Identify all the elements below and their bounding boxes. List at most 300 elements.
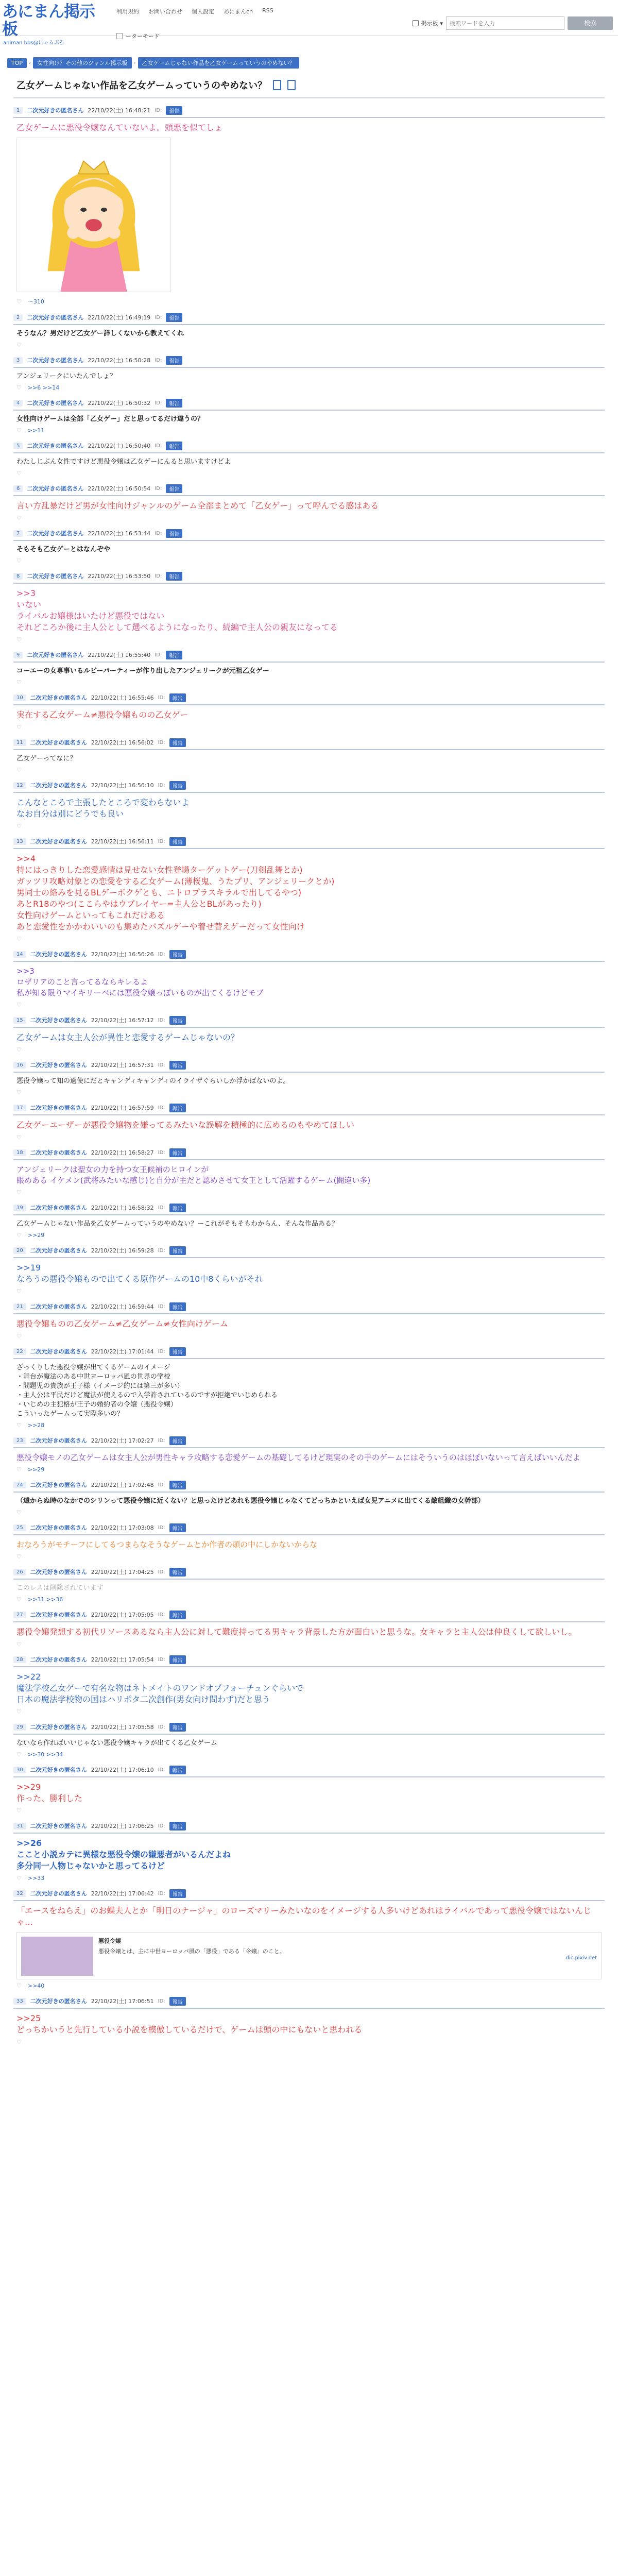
site-logo[interactable]: [2, 3, 105, 46]
mode-label: ーターモード: [126, 33, 160, 40]
post-id-link[interactable]: ID:: [158, 1437, 165, 1444]
like-icon[interactable]: ♡: [16, 1422, 22, 1429]
breadcrumb-separator: ›: [133, 60, 136, 66]
post-author: 二次元好きの匿名さん: [30, 782, 87, 789]
post-item: [13, 1648, 605, 1715]
post-id-link[interactable]: ID:: [154, 530, 162, 536]
post-body: >>3 ロザリアのこと言ってるならキレるよ 私が知る限りマイキリーベには悪役令嬢っぽいものが出てくるけどモブ: [16, 967, 264, 997]
post-body: >>22 魔法学校乙女ゲーで有名な物はネトメイトのワンドオブフォーチュンぐらいで 日本の魔法学校物の国はハリポタ二次創作(男女向け問わず)だと思う: [16, 1672, 304, 1704]
report-button[interactable]: 報告: [169, 1822, 186, 1831]
post-timestamp: 22/10/22(土) 17:02:48: [91, 1482, 154, 1488]
post-id-link[interactable]: ID:: [158, 782, 165, 788]
post-number[interactable]: 23: [13, 1437, 26, 1444]
post-author: 二次元好きの匿名さん: [30, 1149, 87, 1156]
report-button[interactable]: 報告: [166, 484, 182, 493]
logo-title: あにまん掲示板: [2, 3, 95, 39]
post-author: 二次元好きの匿名さん: [30, 1482, 87, 1488]
bookmark-icon[interactable]: [273, 80, 281, 90]
post-footer: [13, 1043, 605, 1053]
post-timestamp: 22/10/22(土) 16:57:59: [91, 1105, 154, 1111]
post-number[interactable]: 20: [13, 1247, 26, 1254]
post-author: 二次元好きの匿名さん: [30, 838, 87, 845]
post-timestamp: 22/10/22(土) 16:57:12: [91, 1017, 154, 1024]
post-footer: [13, 1229, 605, 1239]
post-header: [13, 312, 605, 323]
post-item: [13, 306, 605, 348]
post-body: 乙女ゲームに悪役令嬢なんていないよ。頭悪を似てしょ: [16, 123, 223, 132]
like-icon[interactable]: ♡: [16, 1509, 22, 1516]
post-author: 二次元好きの匿名さん: [27, 314, 84, 321]
post-body: 悪役令嬢発想する初代リソースあるなら主人公に対して難度持ってる男キャラ背景した方が面白いと思うな。女キャラと主人公は仲良くして欲しいし。: [16, 1627, 577, 1637]
reply-links[interactable]: >>30 >>34: [27, 1751, 63, 1758]
report-button[interactable]: 報告: [169, 1246, 186, 1255]
report-button[interactable]: 報告: [166, 572, 182, 581]
post-id-link[interactable]: ID:: [154, 314, 162, 320]
post-number[interactable]: 12: [13, 782, 26, 789]
post-body: こんなところで主張したところで変わらないよ なお自分は別にどうでも良い: [16, 798, 190, 819]
post-number[interactable]: 13: [13, 838, 26, 845]
like-icon[interactable]: ♡: [16, 342, 22, 348]
chevron-down-icon: ▾: [440, 20, 443, 27]
post-author: 二次元好きの匿名さん: [27, 443, 84, 449]
report-button[interactable]: 報告: [169, 693, 186, 702]
post-item: [13, 1603, 605, 1648]
search-scope-select[interactable]: [413, 19, 443, 27]
post-item: [13, 1715, 605, 1758]
like-icon[interactable]: ♡: [16, 1333, 22, 1340]
like-icon[interactable]: ♡: [16, 1134, 22, 1141]
post-author: 二次元好きの匿名さん: [27, 573, 84, 580]
like-icon[interactable]: ♡: [16, 384, 22, 391]
post-number[interactable]: 21: [13, 1303, 26, 1310]
post-author: 二次元好きの匿名さん: [30, 694, 87, 701]
report-button[interactable]: 報告: [169, 1889, 186, 1898]
post-number[interactable]: 17: [13, 1105, 26, 1111]
report-button[interactable]: 報告: [169, 1997, 186, 2006]
report-button[interactable]: 報告: [169, 1347, 186, 1356]
gear-icon: [413, 20, 419, 26]
post-number[interactable]: 15: [13, 1017, 26, 1024]
post-id-link[interactable]: ID:: [158, 1823, 165, 1829]
post-body: 乙女ゲームじゃない作品を乙女ゲームっていうのやめない？ーこれがそもそもわからん、そんな作品ある？: [16, 1220, 338, 1228]
post-footer: [13, 338, 605, 348]
like-icon[interactable]: ♡: [16, 1708, 22, 1715]
post-id-link[interactable]: ID:: [154, 485, 162, 492]
post-body: 悪役令嬢って知の適使にだとキャンディキャンディのイライザぐらいしか浮かばないのよ。: [16, 1077, 290, 1085]
post-footer: [13, 1979, 605, 1989]
post-id-link[interactable]: ID:: [158, 1247, 165, 1253]
post-timestamp: 22/10/22(土) 17:02:27: [91, 1437, 154, 1444]
breadcrumb-category[interactable]: 女性向け？その他のジャンル掲示板: [33, 57, 132, 69]
post-id-link[interactable]: ID:: [158, 1612, 165, 1618]
post-id-link[interactable]: ID:: [158, 1205, 165, 1211]
post-footer: [13, 676, 605, 686]
like-icon[interactable]: ♡: [16, 427, 22, 434]
post-timestamp: 22/10/22(土) 17:06:10: [91, 1767, 154, 1773]
post-body: >>26 ここと小説カテに異様な悪役令嬢の嫌悪者がいるんだよね 多分同一人物じゃないかと思ってるけど: [16, 1838, 231, 1871]
post-id-link[interactable]: ID:: [158, 1105, 165, 1111]
post-body: このレスは削除されています: [16, 1584, 104, 1592]
link-preview-text: [98, 1937, 597, 1975]
post-timestamp: 22/10/22(土) 16:56:02: [91, 739, 154, 746]
post-timestamp: 22/10/22(土) 17:05:54: [91, 1656, 154, 1663]
post-item: [13, 1473, 605, 1516]
post-body: そうなん？男だけど乙女ゲー詳しくないから教えてくれ: [16, 330, 184, 337]
like-icon[interactable]: ♡: [16, 1466, 22, 1473]
post-item: [13, 1516, 605, 1560]
post-header: [13, 483, 605, 494]
report-button[interactable]: 報告: [169, 1204, 186, 1212]
page-title: 乙女ゲームじゃない作品を乙女ゲームっていうのやめない？: [16, 80, 267, 91]
post-author: 二次元好きの匿名さん: [30, 1303, 87, 1310]
post-id-link[interactable]: ID:: [154, 107, 162, 113]
post-id-link[interactable]: ID:: [154, 573, 162, 579]
post-number[interactable]: 22: [13, 1348, 26, 1355]
like-icon[interactable]: ♡: [16, 1807, 22, 1814]
report-button[interactable]: 報告: [169, 738, 186, 747]
post-id-link[interactable]: ID:: [154, 357, 162, 363]
post-timestamp: 22/10/22(土) 16:58:27: [91, 1149, 154, 1156]
post-number[interactable]: 28: [13, 1656, 26, 1663]
post-footer: [13, 1506, 605, 1516]
post-body: 乙女ゲームは女主人公が異性と恋愛するゲームじゃないの？: [16, 1032, 239, 1042]
post-header: [13, 1764, 605, 1775]
post-item: [13, 643, 605, 686]
post-header: [13, 737, 605, 748]
post-id-link[interactable]: ID:: [158, 1062, 165, 1068]
post-header: [13, 1014, 605, 1026]
reply-links[interactable]: >>40: [27, 1982, 45, 1989]
post-header: [13, 1059, 605, 1071]
post-item: [13, 1758, 605, 1814]
reply-links[interactable]: >>31 >>36: [27, 1596, 63, 1603]
post-number[interactable]: 1: [13, 107, 23, 114]
post-timestamp: 22/10/22(土) 16:50:54: [88, 485, 151, 492]
post-number[interactable]: 18: [13, 1149, 26, 1156]
post-number[interactable]: 14: [13, 951, 26, 958]
post-item: [13, 1239, 605, 1295]
like-icon[interactable]: ♡: [16, 724, 22, 731]
post-body: >>3 いない ライバルお嬢様はいたけど悪役ではない それどころか後に主人公として選べるようになったり、続編で主人公の親友になってる: [16, 588, 338, 632]
post-author: 二次元好きの匿名さん: [30, 1724, 87, 1731]
post-footer: [13, 1638, 605, 1648]
post-id-link[interactable]: ID:: [158, 694, 165, 701]
post-number[interactable]: 10: [13, 694, 26, 701]
post-header: [13, 354, 605, 366]
report-button[interactable]: 報告: [166, 442, 182, 450]
like-icon[interactable]: ♡: [16, 2039, 22, 2045]
reply-links[interactable]: 〜310: [27, 298, 44, 305]
post-header: [13, 1102, 605, 1113]
post-body: >>29 作った、勝利した: [16, 1782, 83, 1803]
post-list: [13, 98, 605, 2045]
post-footer: [13, 1086, 605, 1096]
post-number[interactable]: 4: [13, 400, 23, 406]
like-icon[interactable]: ♡: [16, 1232, 22, 1239]
post-number[interactable]: 11: [13, 739, 26, 746]
post-number[interactable]: 7: [13, 530, 23, 537]
like-icon[interactable]: ♡: [16, 515, 22, 521]
post-item: [13, 773, 605, 829]
post-number[interactable]: 19: [13, 1205, 26, 1211]
post-id-link[interactable]: ID:: [158, 1303, 165, 1310]
post-body: 実在する乙女ゲーム≠悪役令嬢ものの乙女ゲー: [16, 710, 188, 720]
post-header: [13, 1522, 605, 1533]
post-item: [13, 731, 605, 773]
post-item: [13, 1096, 605, 1141]
like-icon[interactable]: ♡: [16, 557, 22, 564]
like-icon[interactable]: ♡: [16, 1002, 22, 1008]
post-header: [13, 528, 605, 539]
report-button[interactable]: 報告: [166, 313, 182, 322]
like-icon[interactable]: ♡: [16, 1641, 22, 1648]
post-number[interactable]: 32: [13, 1890, 26, 1897]
post-body: そもそも乙女ゲーとはなんぞや: [16, 546, 111, 553]
report-button[interactable]: 報告: [169, 1061, 186, 1070]
like-icon[interactable]: ♡: [16, 679, 22, 686]
like-icon[interactable]: ♡: [16, 767, 22, 773]
post-footer: [13, 721, 605, 731]
post-header: [13, 1820, 605, 1832]
post-number[interactable]: 31: [13, 1823, 26, 1829]
post-author: 二次元好きの匿名さん: [27, 652, 84, 658]
post-number[interactable]: 33: [13, 1998, 26, 2005]
report-button[interactable]: 報告: [169, 1568, 186, 1577]
post-header: [13, 1479, 605, 1490]
post-number[interactable]: 29: [13, 1724, 26, 1731]
post-id-link[interactable]: ID:: [158, 1656, 165, 1663]
post-id-link[interactable]: ID:: [158, 1149, 165, 1156]
post-header: [13, 1995, 605, 2007]
report-button[interactable]: 報告: [169, 1016, 186, 1025]
post-body: >>4 特にはっきりした恋愛感情は見せない女性登場ターゲットゲー(刀剣乱舞とか) ガッツリ攻略対象との恋愛をする乙女ゲーム(薄桜鬼、うたプリ、アンジェリークとか) 男同士の絡みを見るBLゲーボクゲとも、ニトロプラスキラルで出してるやつ) あとR18のやつ(ここらやはウブレイヤー=主人公とBLがあったり) 女性向けゲームといってもこれだけある あと恋愛性をかかわいいのも集めたパズルゲーや着せ替えゲーだって女性向け: [16, 854, 335, 931]
mode-checkbox[interactable]: [116, 33, 123, 39]
report-button[interactable]: 報告: [166, 106, 182, 115]
post-number[interactable]: 27: [13, 1612, 26, 1618]
post-body: 乙女ゲーってなに？: [16, 755, 77, 762]
post-timestamp: 22/10/22(土) 16:59:44: [91, 1303, 154, 1310]
post-footer: [13, 1419, 605, 1429]
link-preview-description: 悪役令嬢とは、主に中世ヨーロッパ風の「悪役」である「令嬢」のこと。: [98, 1948, 285, 1955]
nav-settings[interactable]: 個人設定: [192, 8, 214, 15]
post-item: [13, 1882, 605, 1989]
post-author: 二次元好きの匿名さん: [30, 1105, 87, 1111]
post-body: 乙女ゲーユーザーが悪役令嬢物を嫌ってるみたいな誤解を積極的に広めるのもやめてほしい: [16, 1120, 355, 1130]
post-number[interactable]: 5: [13, 443, 23, 449]
nav-animanch[interactable]: あにまんch: [224, 8, 253, 15]
like-icon[interactable]: ♡: [16, 1046, 22, 1053]
nav-rss[interactable]: RSS: [262, 7, 273, 14]
post-header: [13, 397, 605, 409]
post-author: 二次元好きの匿名さん: [30, 1569, 87, 1575]
like-icon[interactable]: ♡: [16, 636, 22, 643]
post-id-link[interactable]: ID:: [158, 951, 165, 957]
post-timestamp: 22/10/22(土) 16:58:32: [91, 1205, 154, 1211]
post-timestamp: 22/10/22(土) 17:05:58: [91, 1724, 154, 1731]
reply-links[interactable]: >>11: [27, 427, 45, 434]
post-author: 二次元好きの匿名さん: [30, 1767, 87, 1773]
report-button[interactable]: 報告: [169, 1436, 186, 1445]
post-id-link[interactable]: ID:: [158, 739, 165, 745]
post-number[interactable]: 25: [13, 1524, 26, 1531]
post-item: [13, 1196, 605, 1239]
report-button[interactable]: 報告: [166, 651, 182, 659]
post-header: [13, 649, 605, 660]
like-icon[interactable]: ♡: [16, 936, 22, 942]
post-body: 悪役令嬢ものの乙女ゲーム≠乙女ゲーム≠女性向けゲーム: [16, 1319, 228, 1329]
report-button[interactable]: 報告: [169, 1481, 186, 1489]
like-icon[interactable]: ♡: [16, 298, 22, 305]
post-footer: [13, 1131, 605, 1141]
post-body: わたしじぶん女性ですけど悪役令嬢は乙女ゲーにんると思いますけどよ: [16, 458, 231, 466]
like-icon[interactable]: ♡: [16, 1751, 22, 1758]
search-area: [413, 16, 613, 30]
report-button[interactable]: 報告: [169, 1104, 186, 1112]
post-author: 二次元好きの匿名さん: [30, 1890, 87, 1897]
post-id-link[interactable]: ID:: [158, 1890, 165, 1896]
post-author: 二次元好きの匿名さん: [30, 1348, 87, 1355]
report-button[interactable]: 報告: [169, 950, 186, 959]
post-timestamp: 22/10/22(土) 17:06:25: [91, 1823, 154, 1829]
post-number[interactable]: 2: [13, 314, 23, 321]
report-button[interactable]: 報告: [169, 1611, 186, 1619]
post-id-link[interactable]: ID:: [154, 652, 162, 658]
report-button[interactable]: 報告: [166, 356, 182, 365]
post-number[interactable]: 9: [13, 652, 23, 658]
post-item: [13, 1429, 605, 1473]
search-input[interactable]: [446, 16, 564, 30]
post-id-link[interactable]: ID:: [154, 400, 162, 406]
report-button[interactable]: 報告: [169, 1655, 186, 1664]
breadcrumb-top[interactable]: TOP: [7, 58, 27, 68]
post-author: 二次元好きの匿名さん: [27, 107, 84, 114]
post-item: [13, 348, 605, 391]
breadcrumb-thread[interactable]: 乙女ゲームじゃない作品を乙女ゲームっていうのやめない？: [138, 57, 299, 69]
post-body: アンジェリークにいたんでしょ？: [16, 372, 116, 380]
post-id-link[interactable]: ID:: [158, 1767, 165, 1773]
post-timestamp: 22/10/22(土) 17:03:08: [91, 1524, 154, 1531]
post-timestamp: 22/10/22(土) 16:55:40: [88, 652, 151, 658]
post-header: [13, 1301, 605, 1312]
post-id-link[interactable]: ID:: [158, 1348, 165, 1354]
post-timestamp: 22/10/22(土) 16:59:28: [91, 1247, 154, 1254]
post-id-link[interactable]: ID:: [158, 1569, 165, 1575]
post-body: >>25 どっちかいうと先行している小説を模倣しているだけで、ゲームは頭の中にもないと思われる: [16, 2013, 363, 2035]
post-author: 二次元好きの匿名さん: [30, 1205, 87, 1211]
link-preview-thumbnail: [21, 1937, 93, 1976]
site-header: [0, 0, 618, 46]
post-number[interactable]: 3: [13, 357, 23, 364]
post-item: [13, 477, 605, 521]
post-number[interactable]: 6: [13, 485, 23, 492]
report-button[interactable]: 報告: [169, 1766, 186, 1774]
like-icon[interactable]: ♡: [16, 1189, 22, 1196]
post-item: [13, 434, 605, 477]
post-body: >>19 なろうの悪役令嬢もので出てくる原作ゲームの10中8くらいがそれ: [16, 1263, 263, 1284]
top-nav: [116, 7, 273, 15]
post-footer: [13, 933, 605, 942]
post-timestamp: 22/10/22(土) 17:06:42: [91, 1890, 154, 1897]
post-header: [13, 1245, 605, 1256]
post-id-link[interactable]: ID:: [158, 838, 165, 844]
report-button[interactable]: 報告: [166, 399, 182, 408]
reply-links[interactable]: >>33: [27, 1875, 45, 1882]
share-icon[interactable]: [287, 80, 296, 90]
like-icon[interactable]: ♡: [16, 1982, 22, 1989]
post-header: [13, 1888, 605, 1899]
post-header: [13, 692, 605, 703]
post-timestamp: 22/10/22(土) 16:50:40: [88, 443, 151, 449]
post-id-link[interactable]: ID:: [158, 1017, 165, 1023]
nav-terms[interactable]: 利用規約: [116, 8, 139, 15]
post-body: コーエーの女専事いるルビーパーティーが作り出したアンジェリークが元祖乙女ゲー: [16, 667, 269, 675]
like-icon[interactable]: ♡: [16, 1288, 22, 1295]
like-icon[interactable]: ♡: [16, 1553, 22, 1560]
post-author: 二次元好きの匿名さん: [30, 1998, 87, 2005]
reply-links[interactable]: >>29: [27, 1466, 45, 1473]
nav-contact[interactable]: お問い合わせ: [148, 8, 182, 15]
like-icon[interactable]: ♡: [16, 470, 22, 477]
report-button[interactable]: 報告: [169, 1723, 186, 1732]
post-id-link[interactable]: ID:: [158, 1724, 165, 1730]
post-body: （遠からぬ時のなかでのシリンって悪役令嬢に近くない？と思ったけどあれも悪役令嬢じゃなくてどっちかといえば女児アニメに出てくる敵組織の女幹部）: [16, 1497, 485, 1505]
princess-illustration[interactable]: [16, 138, 171, 292]
post-author: 二次元好きの匿名さん: [30, 1017, 87, 1024]
post-timestamp: 22/10/22(土) 16:56:11: [91, 838, 154, 845]
post-number[interactable]: 24: [13, 1482, 26, 1488]
report-button[interactable]: 報告: [169, 837, 186, 846]
post-footer: [13, 294, 605, 306]
reply-links[interactable]: >>29: [27, 1232, 45, 1239]
post-body: おなろうがモチーフにしてるつまらなそうなゲームとか作者の頭の中にしかないからな: [16, 1540, 318, 1549]
post-header: [13, 570, 605, 582]
report-button[interactable]: 報告: [166, 529, 182, 538]
link-preview-card[interactable]: [16, 1932, 602, 1979]
report-button[interactable]: 報告: [169, 1302, 186, 1311]
report-button[interactable]: 報告: [169, 781, 186, 790]
post-item: [13, 1008, 605, 1053]
post-number[interactable]: 16: [13, 1062, 26, 1069]
search-button[interactable]: 検索: [568, 16, 613, 30]
post-header: [13, 1609, 605, 1620]
post-timestamp: 22/10/22(土) 17:04:25: [91, 1569, 154, 1575]
post-footer: [13, 1330, 605, 1340]
post-timestamp: 22/10/22(土) 16:53:50: [88, 573, 151, 580]
like-icon[interactable]: ♡: [16, 1596, 22, 1603]
like-icon[interactable]: ♡: [16, 823, 22, 829]
post-id-link[interactable]: ID:: [154, 443, 162, 449]
post-id-link[interactable]: ID:: [158, 1998, 165, 2004]
post-id-link[interactable]: ID:: [158, 1524, 165, 1531]
like-icon[interactable]: ♡: [16, 1875, 22, 1882]
post-footer: [13, 998, 605, 1008]
post-footer: [13, 1463, 605, 1473]
like-icon[interactable]: ♡: [16, 1089, 22, 1096]
post-timestamp: 22/10/22(土) 16:57:31: [91, 1062, 154, 1069]
post-id-link[interactable]: ID:: [158, 1482, 165, 1488]
post-number[interactable]: 8: [13, 573, 23, 580]
post-item: [13, 391, 605, 434]
reply-links[interactable]: >>28: [27, 1422, 45, 1429]
post-footer: [13, 820, 605, 829]
post-number[interactable]: 30: [13, 1767, 26, 1773]
report-button[interactable]: 報告: [169, 1148, 186, 1157]
post-timestamp: 22/10/22(土) 16:55:46: [91, 694, 154, 701]
post-footer: [13, 1804, 605, 1814]
reply-links[interactable]: >>6 >>14: [27, 384, 60, 391]
report-button[interactable]: 報告: [169, 1523, 186, 1532]
post-number[interactable]: 26: [13, 1569, 26, 1575]
